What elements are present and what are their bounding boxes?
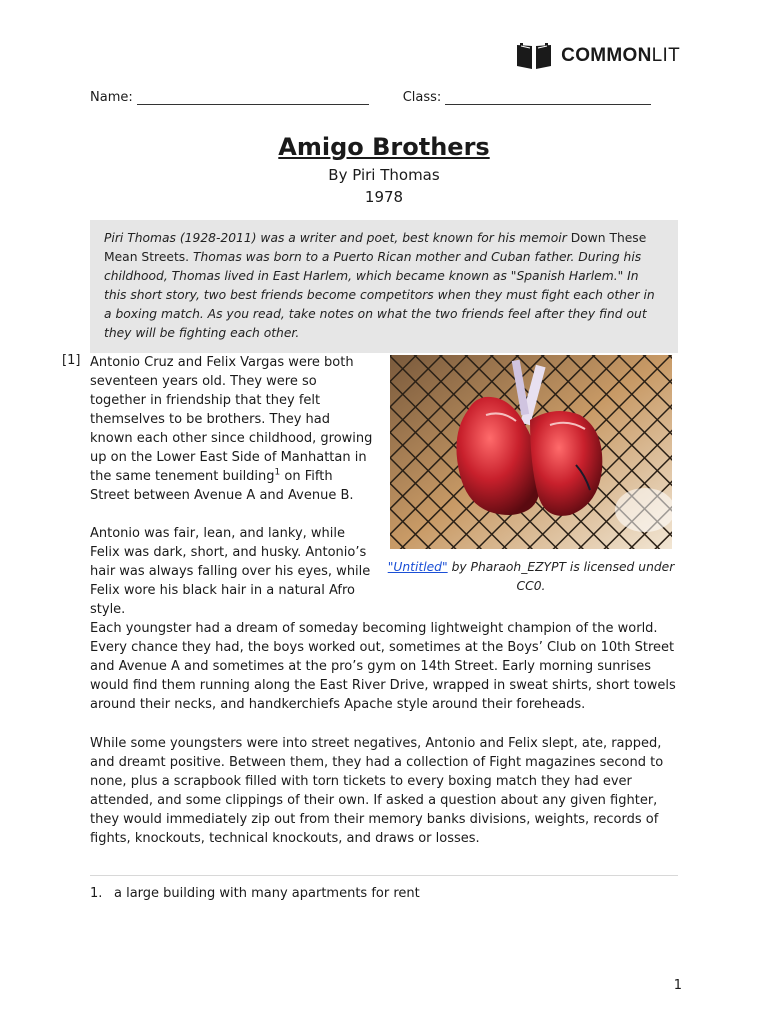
paragraph-4: While some youngsters were into street negatives, Antonio and Felix slept, ate, rapped, and dreamt positive. Between them, they had a collection of Fight magazines second to none, plus a scrapbook filled with torn tickets to every boxing match they had ever attended, and some clippings of their own. If asked a question about any given fighter, they would immediately zip out from their memory banks divisions, weights, records of fights, knockouts, technical knockouts, and draws or losses. [90,736,664,846]
boxing-gloves-photo [390,355,672,549]
image-source-link[interactable]: "Untitled" [387,560,448,574]
footnote-marker[interactable]: 1 [274,467,281,478]
publication-year: 1978 [364,188,404,206]
intro-text-2: Thomas was born to a Puerto Rican mother and Cuban father. During his childhood, Thomas lived in East Harlem, which became known as "Spanish Harlem." In this short story, two best friends become competitors when they must fight each other in a boxing match. As you read, take notes on what the two friends feel after they find out they will be fighting each other. [104,250,655,340]
author-byline: By Piri Thomas [328,166,440,184]
open-book-icon [515,42,553,70]
class-blank-line [445,90,651,105]
name-field [90,90,369,105]
footnote-text: a large building with many apartments for rent [114,886,420,901]
footnote-divider [90,875,678,876]
page-title: Amigo Brothers [278,133,490,161]
footnote [90,886,420,901]
title-block [0,130,768,208]
introduction-box [90,220,678,353]
class-field [403,90,652,105]
story-column [90,353,374,638]
image-caption: "Untitled" by Pharaoh_EZYPT is licensed under CC0. [387,560,675,593]
page-number: 1 [673,978,682,993]
intro-book-title: Down These Mean Streets. [104,231,647,264]
class-label: Class: [402,90,442,105]
logo-wordmark: COMMONLIT [561,45,680,66]
paragraph-2: Antonio was fair, lean, and lanky, while Felix was dark, short, and husky. Antonio’s hair was always falling over his eyes, while Felix wore his black hair in a natural Afro style. [90,526,371,617]
name-class-row [90,90,680,105]
paragraph-number: [1] [62,353,81,368]
intro-text-1: Piri Thomas (1928-2011) was a writer and poet, best known for his memoir [104,231,571,245]
name-label: Name: [90,90,133,105]
footnote-number: 1. [90,886,103,901]
paragraph-1: Antonio Cruz and Felix Vargas were both seventeen years old. They were so together in friendship that they felt themselves to be brothers. They had known each other since childhood, growing up on the Lower East Side of Manhattan in the same tenement building$^1$ on Fifth Street between Avenue A and Avenue B. [90,355,373,503]
commonlit-logo [515,42,680,70]
name-blank-line [137,90,369,105]
paragraph-3: Each youngster had a dream of someday becoming lightweight champion of the world. Every chance they had, the boys worked out, sometimes at the Boys’ Club on 10th Street and Avenue A and sometimes at the pro’s gym on 14th Street. Early morning sunrises would find them running along the East River Drive, wrapped in sweat shirts, short towels around their necks, and handkerchiefs Apache style around their foreheads. [90,621,676,712]
